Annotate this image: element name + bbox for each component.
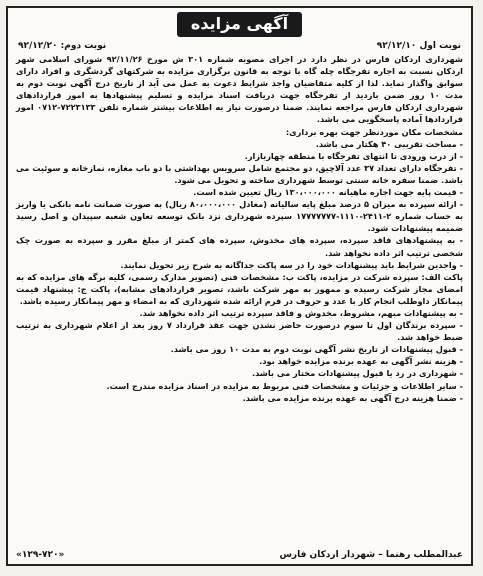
notice-paragraph: - قیمت پایه جهت اجاره ماهیانه ۱۳۰،۰۰۰،۰۰۰ ریال تعیین شده است. [193,187,463,198]
auction-notice [6,6,473,566]
notice-paragraph: پاکت الف: سپرده شرکت در مزایده، پاکت ب: مشخصات فنی (تصویر مدارک رسمی، کلیه برگه های مزایده که به امضای مجاز شرکت رسیده و ممهور به مهر شرکت باشد، تصویر قراردادهای مشابه)، پاکت ج: پیشنهاد قیمت پیمانکار داوطلب انجام کار با عدد و حروف در فرم ارائه شده شهرداری که به امضاء و مهر پیمانکار رسیده باشد. [16,271,463,306]
notice-paragraph: - شهرداری در رد یا قبول پیشنهادات مختار می باشد. [251,368,463,379]
notice-footer [16,550,463,560]
notice-paragraph: - واجدین شرایط باید پیشنهادات خود را در سه پاکت جداگانه به شرح زیر تحویل نمایند. [120,259,463,270]
first-publish-date: نوبت اول ۹۲/۱۲/۱۰ [376,41,461,51]
notice-paragraph: - به پیشنهادهای فاقد سپرده، سپرده های مخدوش، سپرده های کمتر از مبلغ مقرر و سپرده به صورت چک شخصی ترتیب اثر داده نخواهد شد. [16,235,463,258]
notice-paragraph: - سایر اطلاعات و جزئیات و مشخصات فنی مربوط به مزایده در اسناد مزایده مندرج است. [106,380,463,391]
second-publish-date: نوبت دوم: ۹۲/۱۲/۲۰ [18,41,107,51]
notice-paragraph: - از درب ورودی تا انتهای تفرجگاه با منطقه چهاربازار. [244,150,463,161]
notice-body [16,53,463,404]
notice-title: آگهی مزایده [177,12,302,37]
publish-dates [18,41,461,51]
notice-code: «۱۲۹-۷۲۰» [16,550,65,560]
signature: عبدالمطلب رهنما – شهردار اردکان فارس [279,550,463,560]
title-wrap [16,12,463,37]
notice-paragraph: - سپرده برندگان اول تا سوم درصورت حاضر نشدن جهت عقد قرارداد ۷ روز بعد از اعلام شهرداری به ترتیب ضبط خواهد شد. [16,320,463,343]
notice-paragraph: شهرداری اردکان فارس در نظر دارد در اجرای مصوبه شماره ۳۰۱ ش مورخ ۹۲/۱۱/۲۶ شورای اسلامی شهر اردکان نسبت به اجاره تفرجگاه چله گاه با توجه به قانون برگزاری مزایده به شرکتهای گردشگری و افراد دارای سوابق واگذار نماید. لذا از کلیه متقاضیان واجد شرایط دعوت به عمل می آید از تاریخ درج آگهی نوبت دوم به مدت ۱۰ روز ضمن بازدید از تفرجگاه جهت دریافت اسناد مزایده و تسلیم پیشنهادها به امور قراردادهای شهرداری اردکان فارس مراجعه نمایند. ضمنا درصورت نیاز به اطلاعات بیشتر شماره تلفن ۷۲۲۳۱۳۳-۰۷۱۲ امور قراردادها آماده پاسخگویی می باشد. [16,54,463,125]
notice-paragraph: - ارائه سپرده به میزان ۵ درصد مبلغ پایه سالیانه (معادل ۸۰،۰۰۰،۰۰۰ ریال) به صورت ضمانت نامه بانکی یا واریز به حساب شماره ۲-۲۴۱۱-۱۱۱۰-۱۷۷۷۷۷۷۷ سپرده شهرداری نزد بانک توسعه تعاون شعبه سپیدان و اصل رسید ضمیمه پیشنهادات شود. [16,199,463,234]
notice-paragraph: - ضمنا هزینه درج آگهی به عهده برنده مزایده می باشد. [242,392,463,403]
notice-paragraph: - قبول پیشنهادات از تاریخ نشر آگهی نوبت دوم به مدت ۱۰ روز می باشد. [170,344,463,355]
notice-paragraph: - هزینه نشر آگهی به عهده برنده مزایده خواهد بود. [259,356,463,367]
notice-paragraph: مشخصات مکان موردنظر جهت بهره برداری: [285,126,463,137]
notice-paragraph: - تفرجگاه دارای تعداد ۳۷ عدد آلاچیق، دو مجتمع شامل سرویس بهداشتی با دو باب مغازه، نمازخانه و سوئیت می باشد. ضمنا سفره خانه سنتی توسط شهرداری ساخته و تحویل می شود. [16,162,463,185]
notice-paragraph: - به پیشنهادات مبهم، مشروط، مخدوش و فاقد سپرده ترتیب اثر داده نخواهد شد. [139,307,463,318]
notice-paragraph: - مساحت تقریبی ۴۰ هکتار می باشد. [315,138,463,149]
